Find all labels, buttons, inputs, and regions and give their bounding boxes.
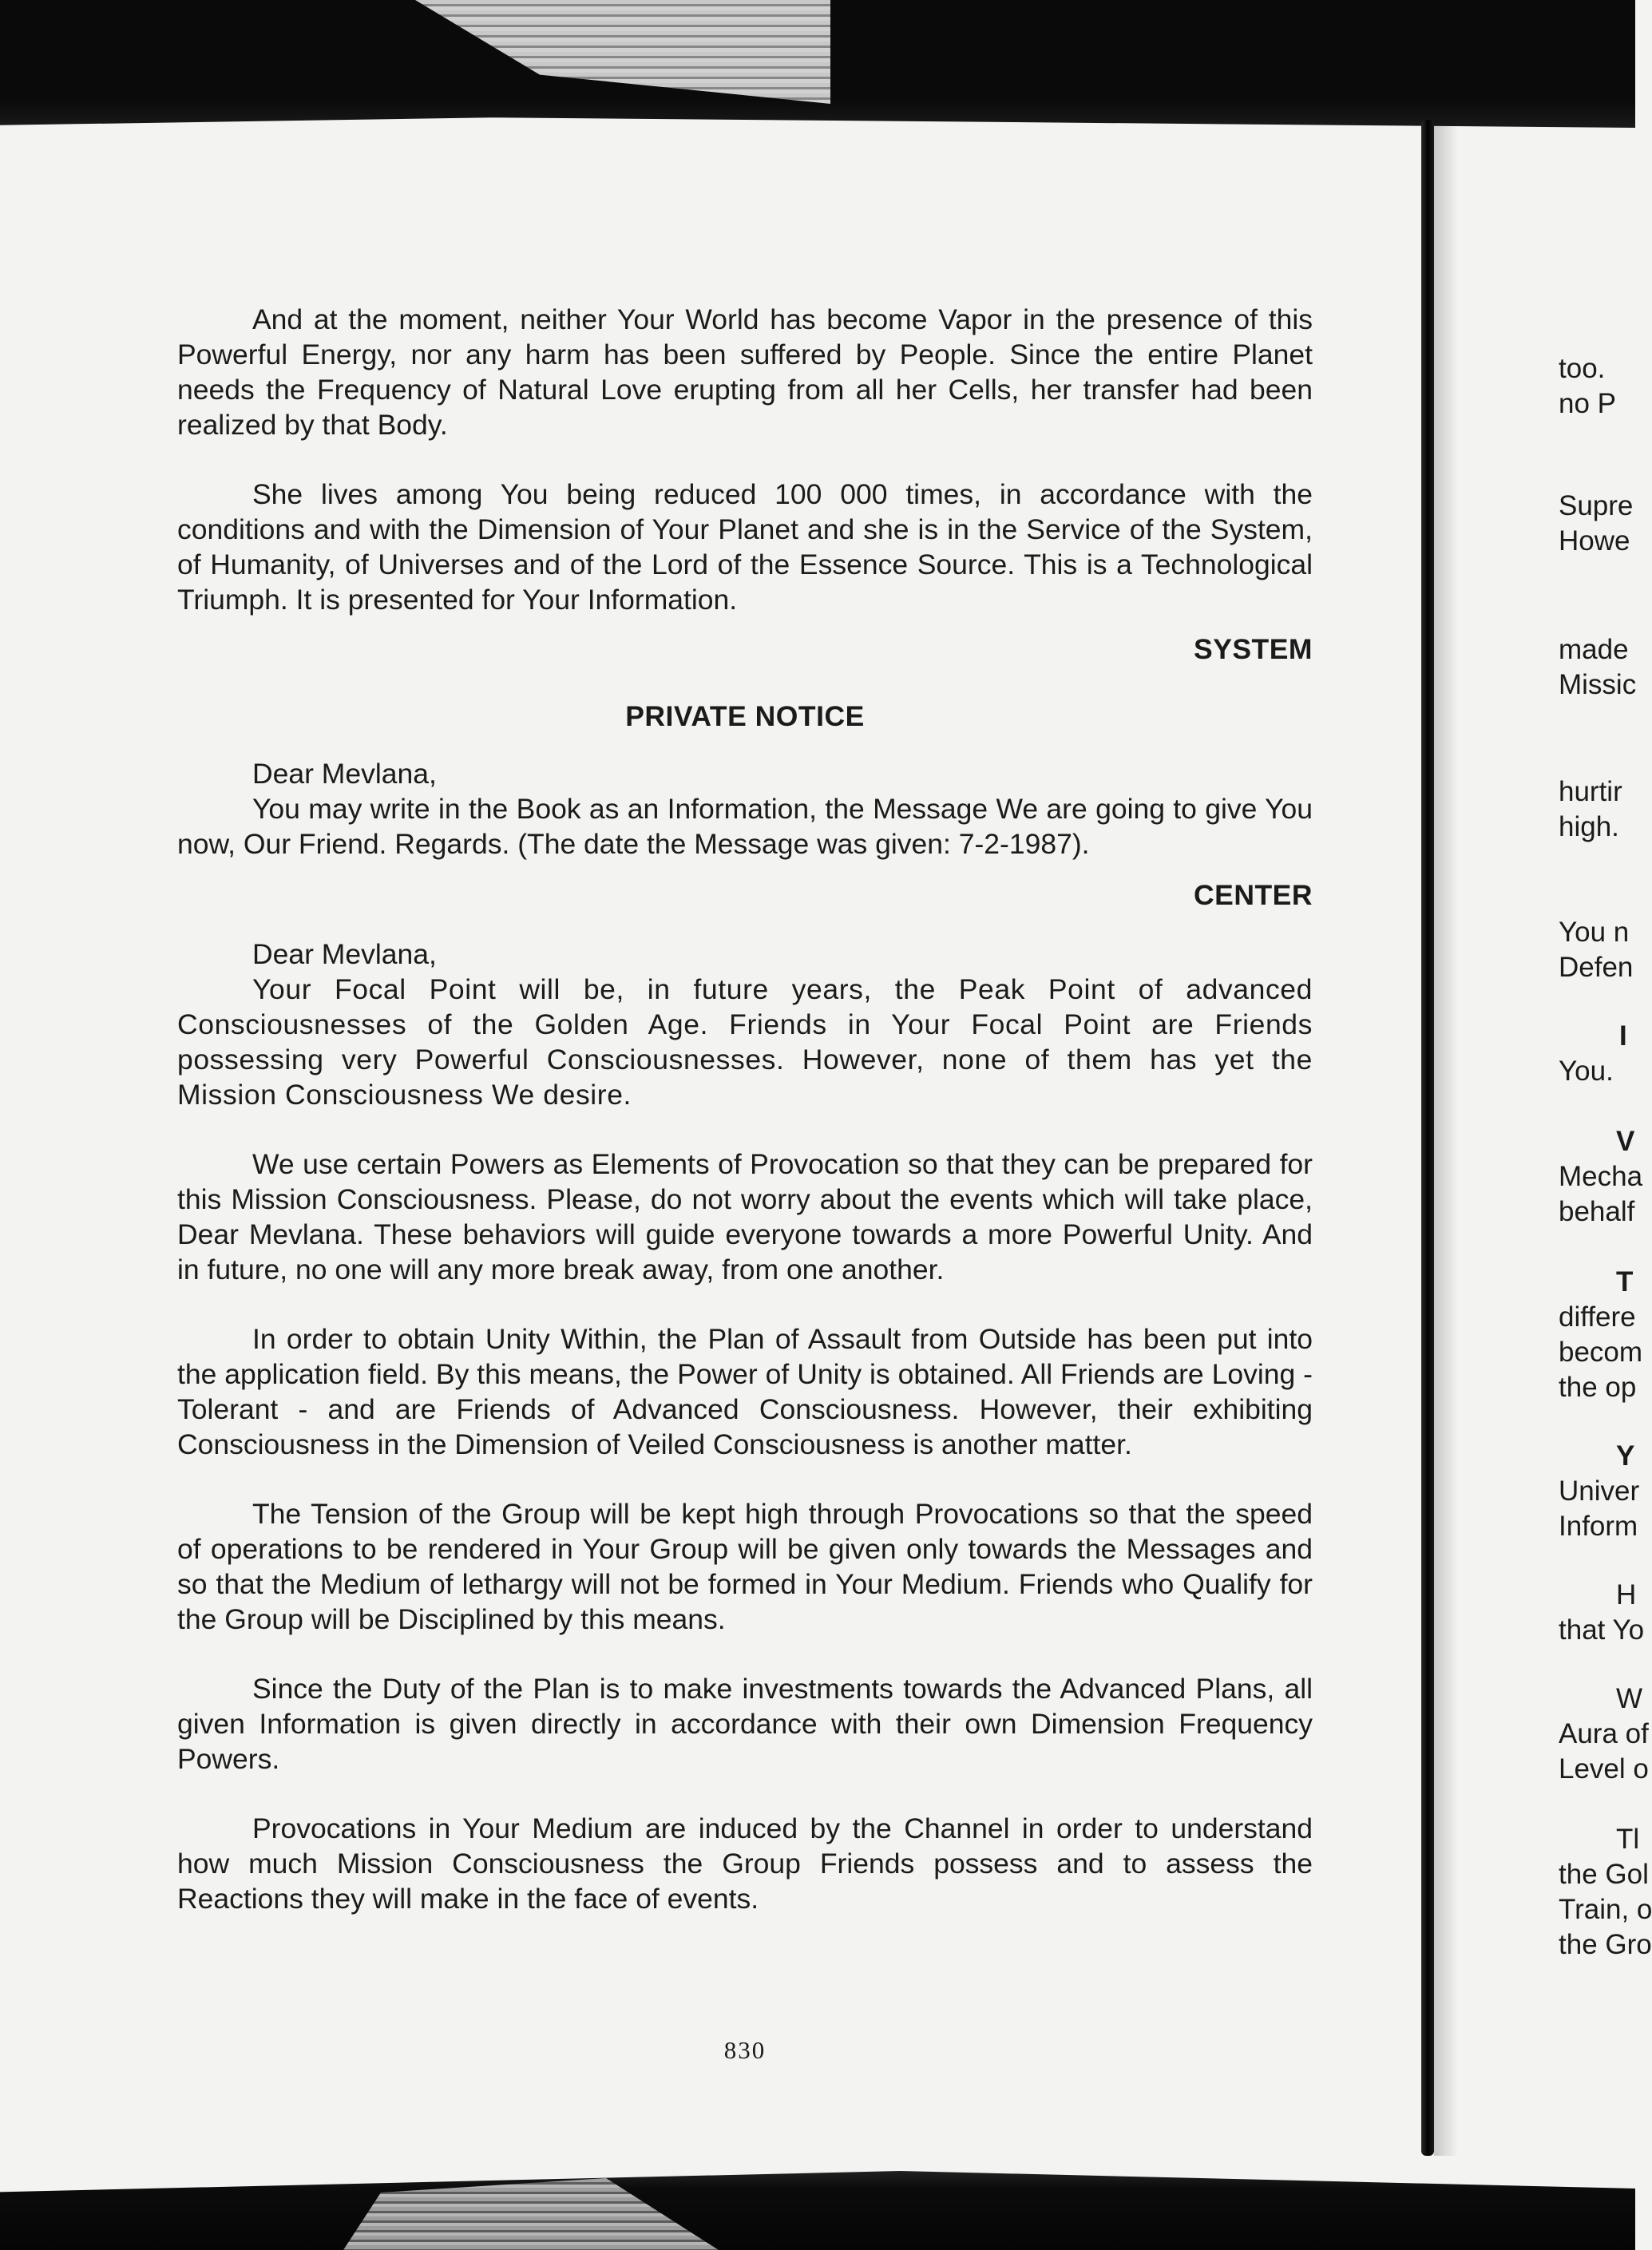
right-text-fragment: Defen xyxy=(1559,952,1634,983)
right-text-fragment: differe xyxy=(1559,1301,1636,1333)
right-text-fragment: Univer xyxy=(1559,1476,1640,1507)
salutation-2: Dear Mevlana, xyxy=(252,938,437,970)
right-text-fragment: behalf xyxy=(1559,1196,1635,1227)
paragraph-3: You may write in the Book as an Information, the Message We are going to give You now, Our Friend. Regards. (The date the Message was given: 7-2-1987). xyxy=(177,793,1313,860)
right-text-fragment: Inform xyxy=(1559,1511,1638,1542)
scan-shadow-bottom xyxy=(0,2162,1635,2250)
right-text-fragment: becom xyxy=(1559,1337,1643,1368)
right-text-fragment: Y xyxy=(1616,1440,1635,1472)
paragraph-4: Your Focal Point will be, in future years, the Peak Point of advanced Consciousnesses of the Golden Age. Friends in Your Focal Point are Friends possessing very Powerful Consciousnesses. However, none of them has yet the Mission Consciousness We desire. xyxy=(177,973,1313,1111)
right-text-fragment: the op xyxy=(1559,1372,1637,1403)
right-text-fragment: W xyxy=(1616,1683,1643,1714)
heading-private-notice: PRIVATE NOTICE xyxy=(625,700,865,732)
right-text-fragment: that Yo xyxy=(1559,1614,1645,1646)
right-text-fragment: too. xyxy=(1559,353,1606,384)
paragraph-7: The Tension of the Group will be kept high through Provocations so that the speed of operations to be rendered in Your Group will be given only towards the Messages and so that the Medium of lethargy will not be formed in Your Medium. Friends who Qualify for the Group will be Disciplined by this means. xyxy=(177,1498,1313,1635)
right-text-fragment: the Gol xyxy=(1559,1859,1649,1890)
right-text-fragment: You. xyxy=(1559,1056,1614,1087)
signature-center: CENTER xyxy=(1194,879,1313,911)
gutter-shadow xyxy=(1434,120,1458,2156)
salutation-1: Dear Mevlana, xyxy=(252,758,437,790)
left-page xyxy=(177,302,1313,1951)
right-text-fragment: H xyxy=(1616,1579,1637,1610)
right-text-fragment: Mecha xyxy=(1559,1161,1643,1192)
paragraph-2: She lives among You being reduced 100 000 times, in accordance with the conditions and with the Dimension of Your Planet and she is in the Service of the System, of Humanity, of Universes and of the Lord of the Essence Source. This is a Technological Triumph. It is presented for Your Information. xyxy=(177,478,1313,616)
right-text-fragment: Supre xyxy=(1559,490,1634,521)
right-text-fragment: Missic xyxy=(1559,669,1637,700)
right-text-fragment: T xyxy=(1616,1266,1634,1297)
right-text-fragment: Train, o xyxy=(1559,1894,1652,1925)
right-text-fragment: made xyxy=(1559,634,1629,665)
paragraph-8: Since the Duty of the Plan is to make investments towards the Advanced Plans, all given Information is given directly in accordance with their own Dimension Frequency Powers. xyxy=(177,1673,1313,1775)
right-text-fragment: Tl xyxy=(1616,1824,1640,1855)
right-text-fragment: Aura of xyxy=(1559,1718,1649,1749)
paragraph-9: Provocations in Your Medium are induced by the Channel in order to understand how much Mission Consciousness the Group Friends possess and to assess the Reactions they will make in the face of events. xyxy=(177,1812,1313,1915)
paragraph-5: We use certain Powers as Elements of Provocation so that they can be prepared for this Mission Consciousness. Please, do not worry about the events which will take place, Dear Mevlana. These behaviors will guide everyone towards a more Powerful Unity. And in future, no one will any more break away, from one another. xyxy=(177,1148,1313,1285)
right-text-fragment: V xyxy=(1616,1126,1635,1157)
right-page-fragment xyxy=(1559,0,1652,2250)
signature-system: SYSTEM xyxy=(1194,633,1313,665)
right-text-fragment: I xyxy=(1619,1020,1627,1052)
paragraph-6: In order to obtain Unity Within, the Plan of Assault from Outside has been put into the application field. By this means, the Power of Unity is obtained. All Friends are Loving - Tolerant - and are Friends of Advanced Consciousness. However, their exhibiting Consciousness in the Dimension of Veiled Consciousness is another matter. xyxy=(177,1323,1313,1460)
right-text-fragment: You n xyxy=(1559,917,1630,948)
paragraph-1: And at the moment, neither Your World has become Vapor in the presence of this Powerful Energy, nor any harm has been suffered by People. Since the entire Planet needs the Frequency of Natural Love erupting from all her Cells, her transfer had been realized by that Body. xyxy=(177,303,1313,441)
right-text-fragment: high. xyxy=(1559,811,1619,842)
right-text-fragment: Howe xyxy=(1559,525,1630,557)
right-text-fragment: the Gro xyxy=(1559,1929,1652,1960)
right-text-fragment: hurtir xyxy=(1559,776,1622,807)
book-gutter xyxy=(1421,120,1434,2156)
right-text-fragment: no P xyxy=(1559,388,1616,419)
page-number: 830 xyxy=(723,2036,767,2064)
right-text-fragment: Level o xyxy=(1559,1753,1649,1785)
